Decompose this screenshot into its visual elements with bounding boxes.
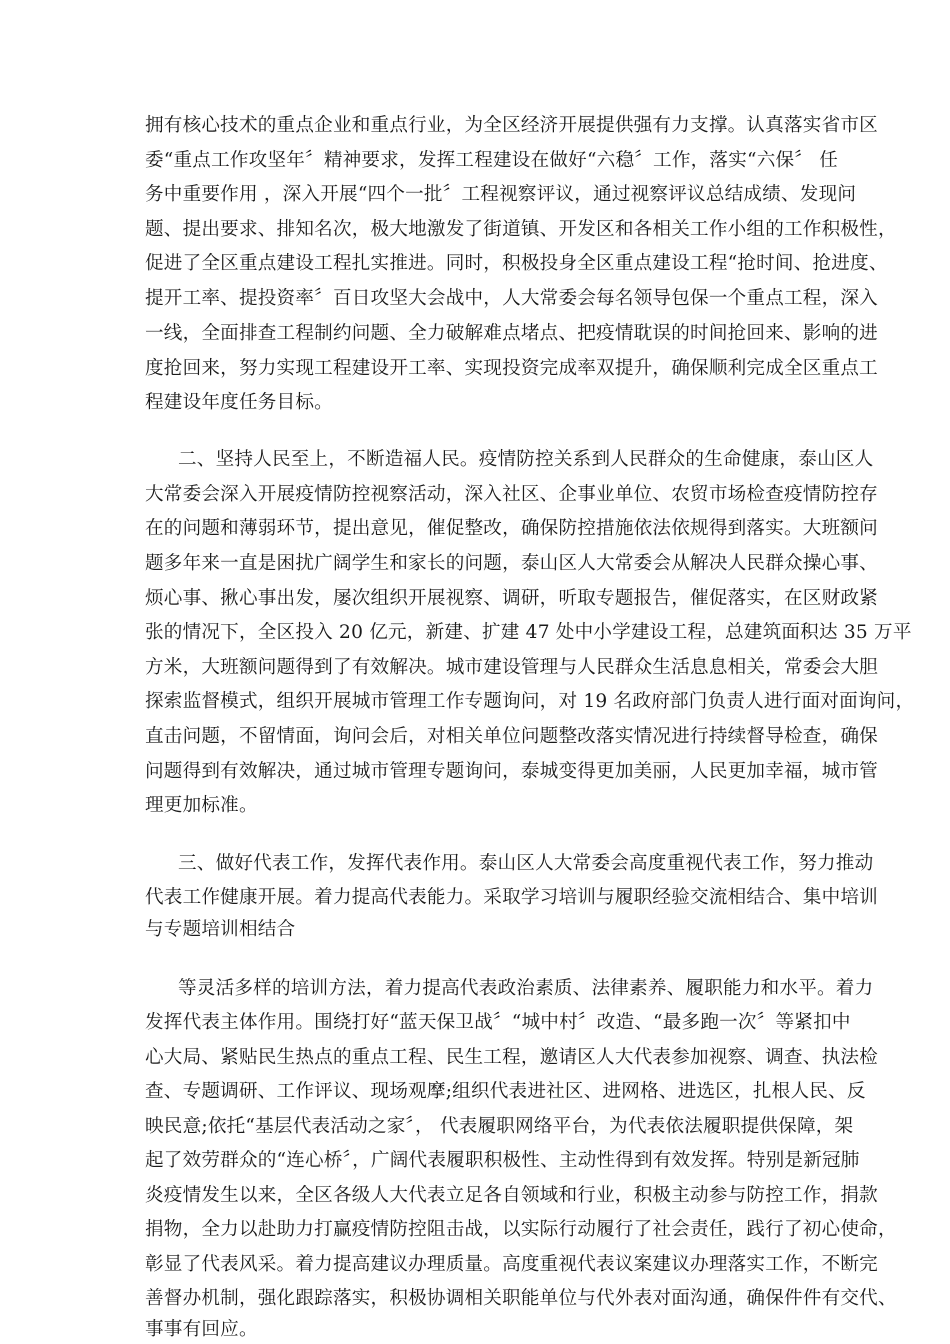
paragraph-line: 理更加标准。 <box>145 795 258 816</box>
paragraph-line: 善督办机制，强化跟踪落实，积极协调相关职能单位与代外表对面沟通，确保件件有交代、 <box>145 1288 897 1309</box>
paragraph-line: 大常委会深入开展疫情防控视察活动，深入社区、企事业单位、农贸市场检查疫情防控存 <box>145 484 878 505</box>
paragraph-line: 方米，大班额问题得到了有效解决。城市建设管理与人民群众生活息息相关，常委会大胆 <box>145 657 878 678</box>
paragraph-line: 程建设年度任务目标。 <box>145 392 333 413</box>
paragraph-line: 炎疫情发生以来，全区各级人大代表立足各自领域和行业，积极主动参与防控工作，捐款 <box>145 1185 878 1206</box>
paragraph-line: 三、做好代表工作，发挥代表作用。泰山区人大常委会高度重视代表工作，努力推动 <box>178 853 874 874</box>
paragraph-line: 拥有核心技术的重点企业和重点行业，为全区经济开展提供强有力支撑。认真落实省市区 <box>145 115 878 136</box>
paragraph-line: 代表工作健康开展。着力提高代表能力。采取学习培训与履职经验交流相结合、集中培训 <box>145 887 878 908</box>
paragraph-line: 彰显了代表风采。着力提高建议办理质量。高度重视代表议案建议办理落实工作，不断完 <box>145 1254 878 1275</box>
paragraph-line: 与专题培训相结合 <box>145 919 296 940</box>
paragraph-line: 张的情况下，全区投入 20 亿元，新建、扩建 47 处中小学建设工程，总建筑面积达 35 万平 <box>145 622 912 643</box>
paragraph-line: 一线，全面排查工程制约问题、全力破解难点堵点、把疫情耽误的时间抢回来、影响的进 <box>145 323 878 344</box>
paragraph-line: 务中重要作用 ，深入开展“四个一批〞工程视察评议，通过视察评议总结成绩、发现问 <box>145 184 857 205</box>
paragraph-line: 促进了全区重点建设工程扎实推进。同时，积极投身全区重点建设工程“抢时间、抢进度、 <box>145 253 888 274</box>
paragraph-line: 起了效劳群众的“连心桥〞，广阔代表履职积极性、主动性得到有效发挥。特别是新冠肺 <box>145 1150 860 1171</box>
paragraph-line: 问题得到有效解决，通过城市管理专题询问，泰城变得更加美丽，人民更加幸福，城市管 <box>145 761 878 782</box>
paragraph-line: 在的问题和薄弱环节，提出意见，催促整改，确保防控措施依法依规得到落实。大班额问 <box>145 518 878 539</box>
paragraph-line: 捐物，全力以赴助力打赢疫情防控阻击战，以实际行动履行了社会责任，践行了初心使命， <box>145 1219 897 1240</box>
paragraph-line: 直击问题，不留情面，询问会后，对相关单位问题整改落实情况进行持续督导检查，确保 <box>145 726 878 747</box>
paragraph-line: 度抢回来，努力实现工程建设开工率、实现投资完成率双提升，确保顺利完成全区重点工 <box>145 358 878 379</box>
paragraph-line: 查、专题调研、工作评议、现场观摩;组织代表进社区、进网格、进选区，扎根人民、反 <box>145 1081 866 1102</box>
paragraph-line: 映民意;依托“基层代表活动之家〞， 代表履职网络平台，为代表依法履职提供保障，架 <box>145 1116 854 1137</box>
paragraph-line: 事事有回应。 <box>145 1319 258 1340</box>
paragraph-line: 提开工率、提投资率〞百日攻坚大会战中，人大常委会每名领导包保一个重点工程，深入 <box>145 288 878 309</box>
paragraph-line: 烦心事、揪心事出发，屡次组织开展视察、调研，听取专题报告，催促落实，在区财政紧 <box>145 588 878 609</box>
paragraph-line: 二、坚持人民至上，不断造福人民。疫情防控关系到人民群众的生命健康，泰山区人 <box>178 449 874 470</box>
paragraph-line: 委“重点工作攻坚年〞精神要求，发挥工程建设在做好“六稳〞工作，落实“六保〞 任 <box>145 150 839 171</box>
paragraph-line: 题、提出要求、排知名次，极大地激发了街道镇、开发区和各相关工作小组的工作积极性， <box>145 219 897 240</box>
paragraph-line: 探索监督模式，组织开展城市管理工作专题询问，对 19 名政府部门负责人进行面对面询问， <box>145 691 915 712</box>
paragraph-line: 发挥代表主体作用。围绕打好“蓝天保卫战〞“城中村〞改造、“最多跑一次〞等紧扣中 <box>145 1012 851 1033</box>
paragraph-line: 等灵活多样的培训方法，着力提高代表政治素质、法律素养、履职能力和水平。着力 <box>178 978 874 999</box>
paragraph-line: 心大局、紧贴民生热点的重点工程、民生工程，邀请区人大代表参加视察、调查、执法检 <box>145 1047 878 1068</box>
paragraph-line: 题多年来一直是困扰广阔学生和家长的问题，泰山区人大常委会从解决人民群众操心事、 <box>145 553 878 574</box>
